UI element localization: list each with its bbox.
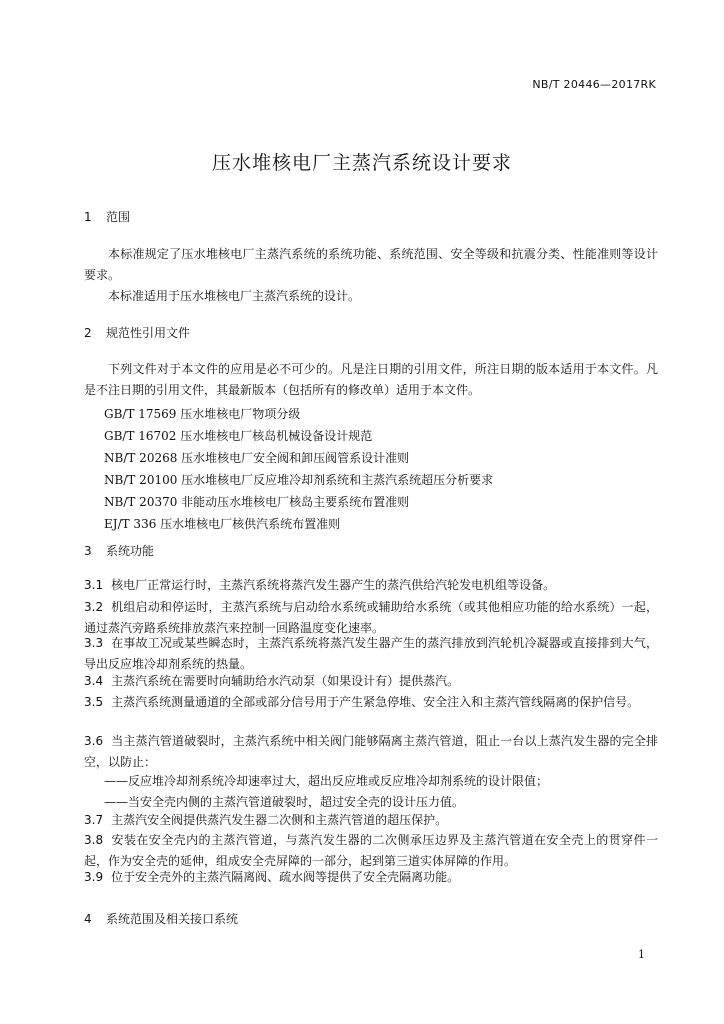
standard-code: NB/T 20446—2017RK [532,78,656,91]
section-title: 范围 [106,210,131,224]
clause-number: 3.5 [84,695,104,709]
page-title: 压水堆核电厂主蒸汽系统设计要求 [211,152,512,174]
section-title: 规范性引用文件 [106,326,191,340]
clause-text: 当主蒸汽管道破裂时，主蒸汽系统中相关阀门能够隔离主蒸汽管道，阻止一台以上蒸汽发生器的完全排空，以防止： [84,734,658,769]
clause-3-5 [84,692,658,713]
clause-3-8 [84,830,658,872]
section-title: 系统功能 [106,544,155,558]
reference-item: NB/T 20370 非能动压水堆核电厂核岛主要系统布置准则 [104,495,410,509]
section-1-heading [84,208,130,225]
section-number: 1 [84,210,92,224]
clause-number: 3.8 [84,833,104,847]
clause-3-6 [84,731,658,773]
section-title: 系统范围及相关接口系统 [106,912,239,926]
section-number: 4 [84,912,92,926]
clause-3-4 [84,671,658,692]
clause-text: 机组启动和停运时，主蒸汽系统与启动给水系统或辅助给水系统（或其他相应功能的给水系统）一起，通过蒸汽旁路系统排放蒸汽来控制一回路温度变化速率。 [84,600,658,635]
section-number: 3 [84,544,92,558]
clause-number: 3.2 [84,600,104,614]
clause-number: 3.3 [84,636,104,650]
clause-text: 主蒸汽系统在需要时向辅助给水汽动泵（如果设计有）提供蒸汽。 [111,674,460,688]
clause-number: 3.4 [84,674,104,688]
clause-text: 位于安全壳外的主蒸汽隔离阀、疏水阀等提供了安全壳隔离功能。 [111,870,460,884]
section-1-paragraph-1: 本标准规定了压水堆核电厂主蒸汽系统的系统功能、系统范围、安全等级和抗震分类、性能准则等设计要求。 [84,247,658,282]
clause-number: 3.1 [84,578,104,592]
clause-text: 核电厂正常运行时，主蒸汽系统将蒸汽发生器产生的蒸汽供给汽轮发电机组等设备。 [111,578,556,592]
section-1-paragraph-2: 本标准适用于压水堆核电厂主蒸汽系统的设计。 [108,289,361,303]
section-3-heading [84,542,154,559]
page-number: 1 [638,948,645,961]
clause-number: 3.6 [84,734,104,748]
reference-item: GB/T 16702 压水堆核电厂核岛机械设备设计规范 [104,429,373,443]
clause-text: 安装在安全壳内的主蒸汽管道，与蒸汽发生器的二次侧承压边界及主蒸汽管道在安全壳上的贯穿件一起，作为安全壳的延伸，组成安全壳屏障的一部分，起到第三道实体屏障的作用。 [84,833,658,868]
clause-3-7 [84,810,658,831]
dash-item: ——反应堆冷却剂系统冷却速率过大，超出反应堆或反应堆冷却剂系统的设计限值； [104,774,549,788]
reference-item: NB/T 20100 压水堆核电厂反应堆冷却剂系统和主蒸汽系统超压分析要求 [104,473,494,487]
clause-text: 在事故工况或某些瞬态时，主蒸汽系统将蒸汽发生器产生的蒸汽排放到汽轮机冷凝器或直接排到大气，导出反应堆冷却剂系统的热量。 [84,636,658,671]
clause-number: 3.7 [84,813,104,827]
reference-item: GB/T 17569 压水堆核电厂物项分级 [104,407,301,421]
section-2-heading [84,324,190,341]
section-number: 2 [84,326,92,340]
section-4-heading [84,910,238,927]
clause-3-1 [84,575,658,596]
reference-item: EJ/T 336 压水堆核电厂核供汽系统布置准则 [104,517,341,531]
dash-item: ——当安全壳内侧的主蒸汽管道破裂时，超过安全壳的设计压力值。 [104,795,465,809]
clause-3-9 [84,867,658,888]
clause-number: 3.9 [84,870,104,884]
clause-text: 主蒸汽安全阀提供蒸汽发生器二次侧和主蒸汽管道的超压保护。 [111,813,448,827]
clause-3-3 [84,633,658,675]
reference-item: NB/T 20268 压水堆核电厂安全阀和卸压阀管系设计准则 [104,451,410,465]
section-2-intro: 下列文件对于本文件的应用是必不可少的。凡是注日期的引用文件，所注日期的版本适用于本文件。凡是不注日期的引用文件，其最新版本（包括所有的修改单）适用于本文件。 [84,362,658,397]
clause-text: 主蒸汽系统测量通道的全部或部分信号用于产生紧急停堆、安全注入和主蒸汽管线隔离的保护信号。 [111,695,640,709]
